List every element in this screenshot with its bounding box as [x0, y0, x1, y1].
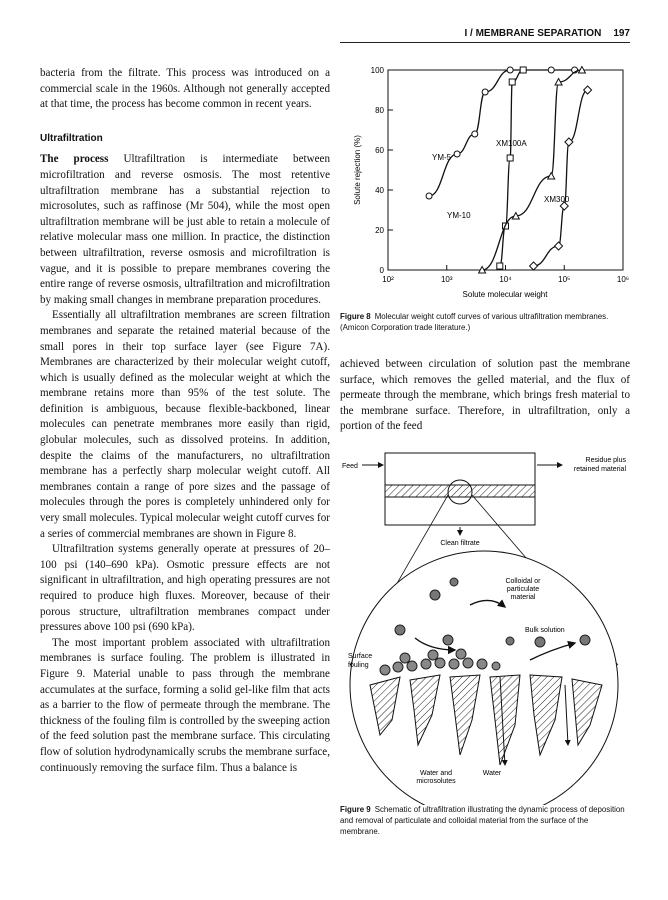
right-column-text: [340, 357, 630, 435]
y-tick-label: 40: [375, 186, 384, 195]
label-clean-filtrate: Clean filtrate: [440, 540, 480, 547]
x-tick-label: 10⁵: [558, 275, 571, 284]
paragraph: The most important problem associated with ultrafiltration membranes is surface fouling. The problem is illustrated in Figure 9. Material unable to pass through the membrane accumulates at the surface, forming a solid gel-like film that acts as a barrier to the flow of permeate through the membrane. The thickness of the fouling film is controlled by the sweeping action of the feed solution past the membrane surface. This circulating flow of solution hydrodynamically scrubs the membrane surface, continuously removing the surface film. Thus a balance is: [40, 636, 330, 774]
data-point-xm100a: [520, 67, 526, 73]
data-point-ym5: [426, 193, 432, 199]
figure-9: [340, 445, 630, 805]
series-label-xm300: XM300: [544, 195, 570, 204]
data-point-ym5: [472, 131, 478, 137]
y-axis-label: Solute rejection (%): [353, 135, 362, 205]
figure-9-caption: [340, 805, 625, 837]
series-label-ym10: YM-10: [447, 211, 471, 220]
data-point-ym5: [507, 67, 513, 73]
header-title: I / MEMBRANE SEPARATION: [464, 28, 602, 39]
label-microsolutes: microsolutes: [416, 778, 456, 785]
y-tick-label: 20: [375, 226, 384, 235]
label-surface-1: Surface: [348, 653, 373, 660]
particle: [430, 590, 440, 600]
x-axis-label: Solute molecular weight: [462, 290, 548, 299]
particle: [535, 637, 545, 647]
y-tick-label: 100: [370, 66, 384, 75]
page-number: 197: [613, 28, 630, 39]
label-colloidal-2: particulate: [506, 586, 540, 593]
paragraph: [40, 152, 330, 308]
series-label-xm100a: XM100A: [496, 139, 527, 148]
figure-8-label: Figure 8: [340, 312, 371, 321]
series-line-xm100a: [500, 70, 523, 266]
plot-frame: [388, 70, 623, 270]
particle: [580, 635, 590, 645]
x-tick-label: 10²: [382, 275, 394, 284]
figure-8-caption-text: Molecular weight cutoff curves of various ultrafiltration membranes. (Amicon Corporation trade literature.): [340, 312, 609, 332]
paragraph: bacteria from the filtrate. This process was introduced on a commercial scale in the 1960s. Although not generally accepted at that time, the process has become common in recent years.: [40, 67, 330, 111]
data-point-ym5: [482, 89, 488, 95]
label-colloidal-3: material: [510, 594, 536, 601]
label-bulk-solution: Bulk solution: [525, 627, 565, 634]
label-water: Water: [482, 770, 502, 777]
left-column: [40, 66, 330, 776]
label-water-and: Water and: [419, 770, 453, 777]
data-point-ym5: [548, 67, 554, 73]
paragraph: achieved between circulation of solution past the membrane surface, which removes the gelled material, and the flux of permeate through the membrane, which brings fresh material to the membrane surface. Therefore, in ultrafiltration, only a portion of the feed: [340, 358, 630, 433]
run-in-heading: The process: [40, 153, 109, 166]
label-colloidal-1: Colloidal or: [505, 578, 541, 585]
ultrafiltration-schematic: [340, 445, 630, 805]
paragraph: Ultrafiltration systems generally operate at pressures of 20–100 psi (140–690 kPa). Osmotic pressure effects are not significant in ultrafiltration, and high operating pressures are not required to produce high fluxes. Moreover, because of their porous structure, ultrafiltration membranes compact under pressures above 100 psi (690 kPa).: [40, 543, 330, 634]
particle: [450, 578, 458, 586]
particle: [395, 625, 405, 635]
label-residue-2: retained material: [573, 466, 626, 473]
data-point-ym5: [454, 151, 460, 157]
paragraph-text: Ultrafiltration is intermediate between microfiltration and reverse osmosis. The most retentive ultrafiltration membrane has a substantial rejection to microsolutes, such as raffinose (Mr 504), while the most open ultrafiltration membrane will be just able to retain a molecule of relative molecular mass one million. In practice, the distinction between ultrafiltration, reverse osmosis and microfiltration is vague, and it is possible to prepare membranes covering the entire range of reverse osmosis, ultrafiltration and microfiltration by making small changes in membrane preparation procedures.: [40, 153, 330, 306]
particle: [506, 637, 514, 645]
y-tick-label: 80: [375, 106, 384, 115]
data-point-xm300: [555, 242, 563, 250]
x-tick-label: 10⁶: [616, 275, 630, 284]
series-label-ym5: YM-5: [432, 153, 452, 162]
figure-9-caption-text: Schematic of ultrafiltration illustrating the dynamic process of deposition and removal of particulate and colloidal material from the surface of the membrane.: [340, 805, 625, 836]
magnified-view: [350, 551, 618, 805]
figure-9-label: Figure 9: [340, 805, 371, 814]
section-heading: Ultrafiltration: [40, 132, 103, 144]
data-point-xm100a: [509, 79, 515, 85]
label-feed: Feed: [342, 463, 358, 470]
membrane: [385, 485, 535, 497]
running-header: [340, 28, 630, 43]
mw-cutoff-chart: [340, 60, 630, 310]
x-tick-label: 10³: [440, 275, 453, 284]
particle: [443, 635, 453, 645]
label-surface-2: fouling: [348, 662, 369, 669]
series-line-xm300: [534, 90, 588, 266]
paragraph: Essentially all ultrafiltration membranes are screen filtration membranes and separate the retained material because of the small pores in their top surface layer (see Figure 7A). Membranes are characterized by their molecular weight cutoff, which is usually defined as the molecular weight at which the membrane retains more than 95% of the test solute. The definition is ambiguous, because flexible-backboned, linear molecules can penetrate membranes more easily than rigid, globular molecules, such as dissolved proteins. In addition, despite the claims of the manufacturers, no ultrafiltration membrane has a perfectly sharp molecular weight cutoff. All membranes contain a range of pore sizes and the passage of molecules through the pores is completely unhindered only for very small molecules. Typical molecular weight cutoff curves for a series of commercial membranes are shown in Figure 8.: [40, 309, 330, 540]
figure-8: [340, 60, 630, 310]
y-tick-label: 60: [375, 146, 384, 155]
x-tick-label: 10⁴: [499, 275, 512, 284]
data-point-xm100a: [507, 155, 513, 161]
figure-8-caption: [340, 312, 625, 334]
label-residue-1: Residue plus: [585, 457, 626, 464]
data-point-xm100a: [497, 263, 503, 269]
data-point-xm300: [530, 262, 538, 270]
y-tick-label: 0: [379, 266, 384, 275]
